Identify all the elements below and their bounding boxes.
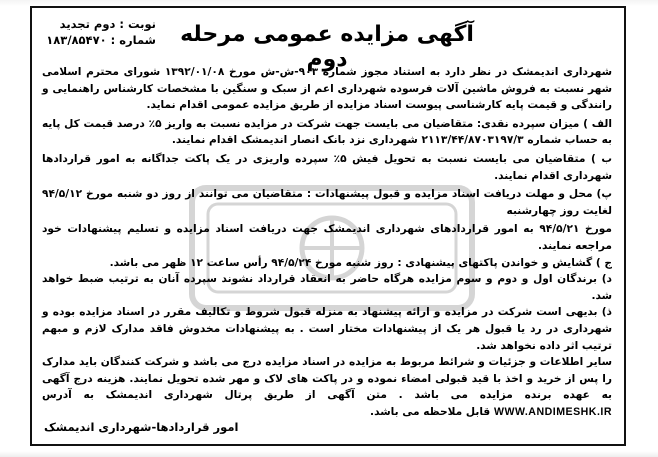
clause-jim: ج ) گشایش و خواندن پاکتهای پیشنهادی : روز شنبه مورخ ۹۴/۵/۲۴ رأس ساعت ۱۲ ظهر می باشد.	[109, 256, 612, 269]
notice-number	[44, 32, 156, 48]
clause-pe-continued: مورخ ۹۴/۵/۲۱ به امور قراردادهای شهرداری اندیمشک جهت دریافت اسناد مزایده و تسلیم پیشنهادات خود مراجعه نمایند.	[42, 223, 612, 252]
number-label: شماره :	[110, 33, 156, 47]
notice-body	[42, 64, 612, 420]
website-link[interactable]: WWW.ANDIMESHK.IR	[493, 405, 612, 418]
notice-meta	[44, 16, 156, 48]
clause-alef: الف ) میزان سپرده نقدی: متقاضیان می بایست جهت شرکت در مزایده نسبت به واریز ۵٪ درصد قیمت کل پایه به حساب شماره ۲۱۱۳/۴۴/۸۷۰۳۱۹۷/۳ شهرداری نزد بانک انصار اندیمشک اقدام نمایند.	[42, 117, 612, 147]
notice-frame	[30, 6, 626, 446]
closing-text: سایر اطلاعات و جزئیات و شرائط مربوط به مزایده در اسناد مزایده درج می باشد و شرکت کنندگان باید مدارک را پس از خرید و اخذ با قید قبولی امضاء نموده و در پاکت های لاک و مهر شده تحویل نمایند. هزینه درج آگهی به عهده برنده مزایده می باشد . متن آگهی از طریق پرتال شهرداری اندیمشک به آدرس	[42, 356, 612, 402]
website-suffix: قابل ملاحظه می باشد.	[370, 405, 491, 418]
clause-be: ب ) متقاضیان می بایست نسبت به تحویل فیش ۵٪ سپرده واریزی در یک پاکت جداگانه به امور قراردادها شهرداری اقدام نمایند.	[42, 152, 613, 182]
number-value: ۱۸۳/۸۵۴۷۰	[46, 33, 107, 47]
closing-paragraph	[42, 354, 612, 420]
clause-dal: د) برندگان اول و دوم و سوم مزایده هرگاه حاضر به انعقاد قرارداد نشوند سپرده آنان به ترتیب ضبط خواهد شد.	[42, 273, 612, 302]
clause-zal: ذ) بدیهی است شرکت در مزایده و ارائه پیشنهاد به منزله قبول شروط و تکالیف مقرر در اسناد مزایده بوده و شهرداری در رد یا قبول هر یک از پیشنهادات مختار است . به پیشنهادات مخدوش فاقد مدارک لازم و مبهم ترتیب اثر داده نخواهد شد.	[42, 306, 612, 352]
signature: امور قراردادها-شهرداری اندیمشک	[44, 420, 239, 434]
clause-pe: پ) محل و مهلت دریافت اسناد مزایده و قبول پیشنهادات : متقاضیان می توانند از روز دو شنبه مورخ ۹۴/۵/۱۲ لغایت روز چهارشنبه	[42, 188, 612, 217]
round-text: نوبت : دوم تجدید	[59, 17, 156, 31]
intro-paragraph: شهرداری اندیمشک در نظر دارد به استناد مجوز شماره ۹۰۳-ش-ش مورخ ۱۳۹۲/۰۱/۰۸ شورای محترم اسلامی شهر نسبت به فروش ماشین آلات فرسوده شهرداری اعم از سبک و سنگین با مشخصات کارشناس راهنمایی و رانندگی و قیمت پایه کارشناسی پیوست اسناد مزایده از طریق مزایده عمومی اقدام نماید.	[42, 66, 612, 112]
notice-title: آگهی مزایده عمومی مرحله دوم	[180, 22, 474, 72]
